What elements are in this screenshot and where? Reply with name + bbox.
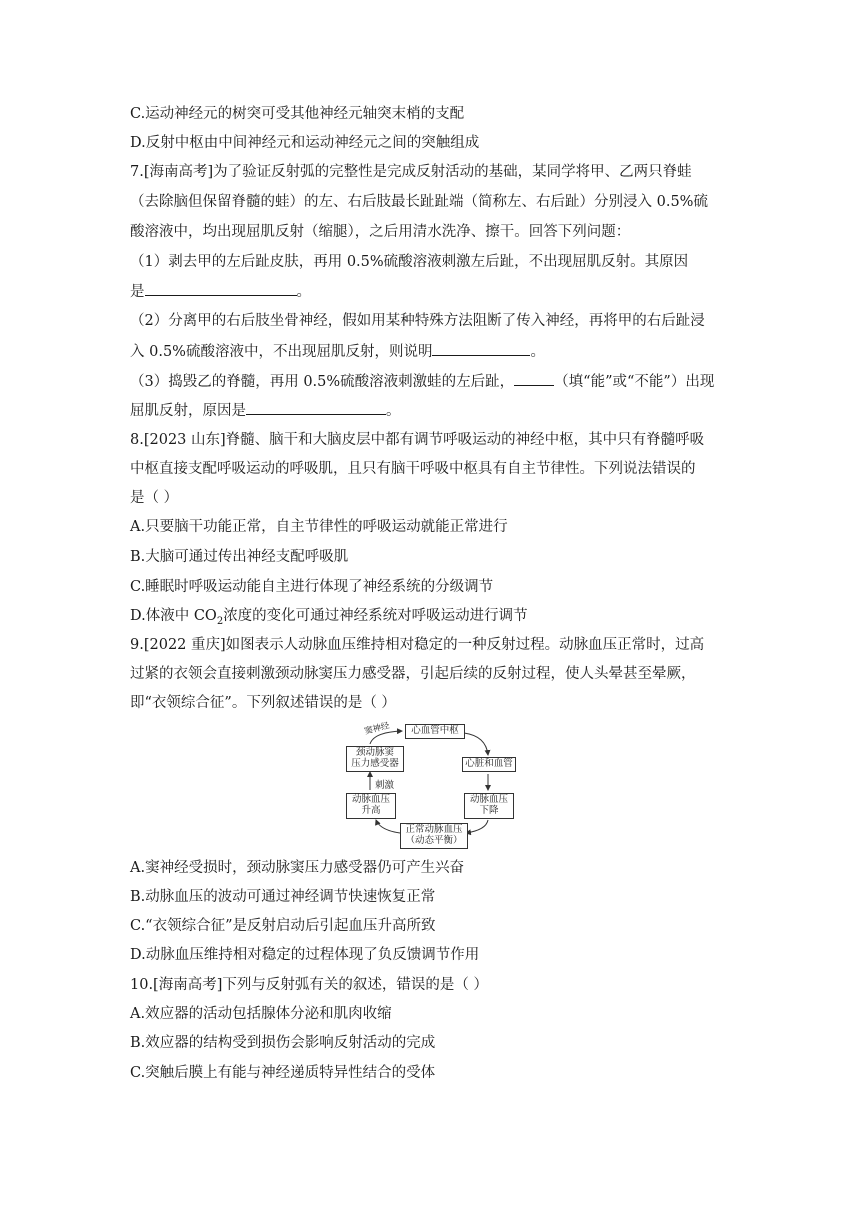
node-cardiovascular-center: 心血管中枢 [405,724,465,739]
node-text: 压力感受器 [351,758,399,769]
answer-blank[interactable] [246,400,386,415]
option-line: C.运动神经元的树突可受其他神经元轴突末梢的支配 [130,106,465,122]
node-heart-vessels: 心脏和血管 [462,757,516,772]
question-9-text: 即“衣领综合征”。下列叙述错误的是（ ） [130,695,396,711]
question-7-text: （去除脑但保留脊髓的蛙）的左、右后肢最长趾趾端（简称左、右后趾）分别浸入 0.5%硫 [130,194,708,210]
option-c[interactable]: C.睡眠时呼吸运动能自主进行体现了神经系统的分级调节 [130,579,494,595]
text-fragment: （3）捣毁乙的脊髓，再用 0.5%硫酸溶液刺激蛙的左后趾， [130,374,515,390]
question-7-sub2-answer [130,341,545,362]
question-8-text: 8.[2023 山东]脊髓、脑干和大脑皮层中都有调节呼吸运动的神经中枢，其中只有脊髓呼吸 [130,432,705,448]
question-8-text: 中枢直接支配呼吸运动的呼吸肌，且只有脑干呼吸中枢具有自主节律性。下列说法错误的 [130,461,696,477]
option-b[interactable]: B.大脑可通过传出神经支配呼吸肌 [130,549,349,565]
option-b[interactable]: B.动脉血压的波动可通过神经调节快速恢复正常 [130,889,436,905]
text-fragment: 入 0.5%硫酸溶液中，不出现屈肌反射，则说明 [130,344,433,360]
question-8-text: 是（ ） [130,490,179,506]
node-normal-bp [400,823,468,849]
node-text: 动脉血压 [469,794,508,805]
subscript: 2 [216,615,224,627]
option-line: D.反射中枢由中间神经元和运动神经元之间的突触组成 [130,135,480,151]
text-fragment: 。 [386,403,401,419]
answer-blank[interactable] [432,341,530,356]
answer-blank[interactable] [514,371,554,386]
option-d[interactable] [130,606,528,632]
question-9-text: 9.[2022 重庆]如图表示人动脉血压维持相对稳定的一种反射过程。动脉血压正常时，过高 [130,637,705,653]
label-stimulus: 刺激 [375,780,395,791]
option-a[interactable]: A.效应器的活动包括腺体分泌和肌肉收缩 [130,1006,392,1022]
question-9-text: 过紧的衣领会直接刺激颈动脉窦压力感受器，引起后续的反射过程，使人头晕甚至晕厥， [130,666,696,682]
option-b[interactable]: B.效应器的结构受到损伤会影响反射活动的完成 [130,1035,436,1051]
question-7-text: 酸溶液中，均出现屈肌反射（缩腿），之后用清水洗净、擦干。回答下列问题： [130,224,631,240]
text-fragment: 是 [130,284,145,300]
node-baroreceptor [346,746,404,772]
question-7-sub2: （2）分离甲的右后肢坐骨神经，假如用某种特殊方法阻断了传入神经，再将甲的右后趾浸 [130,313,705,329]
node-text: 下降 [479,805,499,816]
question-7-sub1-answer [130,281,311,302]
node-bp-drop [464,793,514,819]
node-text: （动态平衡） [405,835,463,846]
reflex-diagram [340,722,530,850]
option-a[interactable]: A.只要脑干功能正常，自主节律性的呼吸运动就能正常进行 [130,519,508,535]
text-fragment: （填“能”或“不能”）出现 [554,374,715,390]
text-fragment: D.体液中 CO [130,608,217,624]
question-7-sub3-answer [130,400,401,421]
option-c[interactable]: C.“衣领综合征”是反射启动后引起血压升高所致 [130,918,436,934]
node-text: 颈动脉窦 [355,747,394,758]
node-text: 动脉血压 [351,794,390,805]
question-7-text: 7.[海南高考]为了验证反射弧的完整性是完成反射活动的基础，某同学将甲、乙两只脊蛙 [130,164,692,180]
text-fragment: 。 [530,344,545,360]
node-text: 升高 [361,805,381,816]
question-10-text: 10.[海南高考]下列与反射弧有关的叙述，错误的是（ ） [130,977,488,993]
answer-blank[interactable] [145,281,297,296]
text-fragment: 。 [296,284,311,300]
question-7-sub1: （1）剥去甲的左后趾皮肤，再用 0.5%硫酸溶液刺激左后趾，不出现屈肌反射。其原因 [130,254,689,270]
label-sinus-nerve: 窦神经 [363,721,391,737]
text-fragment: 浓度的变化可通过神经系统对呼吸运动进行调节 [223,608,528,624]
question-7-sub3 [130,371,714,392]
option-a[interactable]: A.窦神经受损时，颈动脉窦压力感受器仍可产生兴奋 [130,860,465,876]
node-bp-rise [346,793,396,819]
node-text: 正常动脉血压 [405,824,463,835]
option-c[interactable]: C.突触后膜上有能与神经递质特异性结合的受体 [130,1065,436,1081]
text-fragment: 屈肌反射，原因是 [130,403,246,419]
option-d[interactable]: D.动脉血压维持相对稳定的过程体现了负反馈调节作用 [130,947,480,963]
